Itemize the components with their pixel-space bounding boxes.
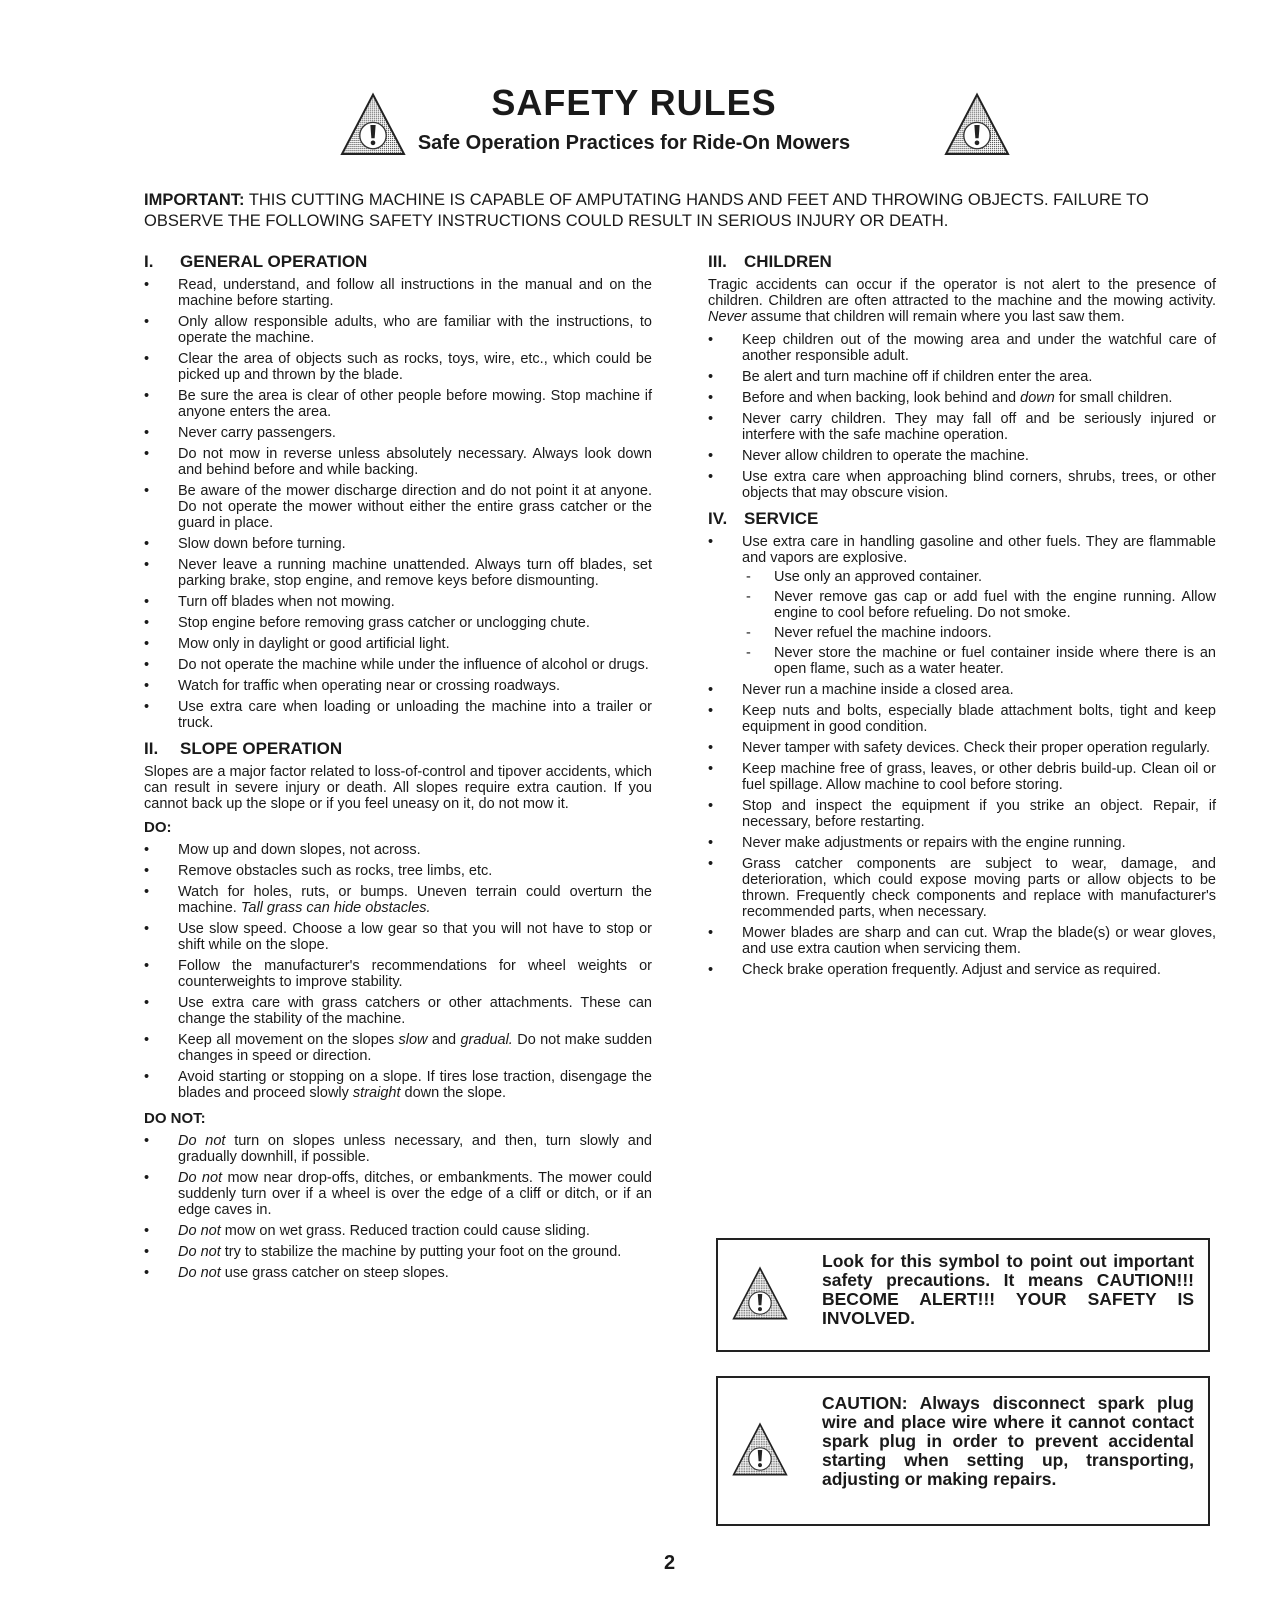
- slope-intro: Slopes are a major factor related to loss-of-control and tipover accidents, which can result in severe injury or death. All slopes require extra caution. If you cannot back up the slope or if you feel uneasy on it, do not mow it.: [144, 764, 652, 812]
- list-item: • Never tamper with safety devices. Check their proper operation regularly.: [708, 740, 1216, 756]
- do-list: [144, 842, 652, 1101]
- service-list: [708, 534, 1216, 978]
- warning-triangle-icon: [732, 1422, 788, 1478]
- do-label: DO:: [144, 819, 172, 836]
- do-not-label: DO NOT:: [144, 1110, 206, 1127]
- list-item: • Do not turn on slopes unless necessary, and then, turn slowly and gradually downhill, if possible.: [144, 1133, 652, 1165]
- list-item: • Keep nuts and bolts, especially blade attachment bolts, tight and keep equipment in good condition.: [708, 703, 1216, 735]
- sub-list-item: - Never refuel the machine indoors.: [742, 625, 1216, 641]
- right-column: [708, 254, 1216, 988]
- list-item: • Read, understand, and follow all instructions in the manual and on the machine before starting.: [144, 277, 652, 309]
- list-item: • Keep all movement on the slopes slow and gradual. Do not make sudden changes in speed or direction.: [144, 1032, 652, 1064]
- children-list: [708, 332, 1216, 501]
- safety-symbol-box: [716, 1238, 1210, 1352]
- list-item: • Watch for traffic when operating near or crossing roadways.: [144, 678, 652, 694]
- page-subtitle: Safe Operation Practices for Ride-On Mowers: [417, 132, 851, 154]
- list-item: • Use extra care with grass catchers or other attachments. These can change the stability of the machine.: [144, 995, 652, 1027]
- fuel-sub-list: [742, 569, 1216, 677]
- list-item: • Watch for holes, ruts, or bumps. Uneven terrain could overturn the machine. Tall grass can hide obstacles.: [144, 884, 652, 916]
- list-item: • Keep children out of the mowing area and under the watchful care of another responsible adult.: [708, 332, 1216, 364]
- section-heading: [144, 741, 652, 757]
- safety-symbol-text: Look for this symbol to point out important safety precautions. It means CAUTION!!! BECOME ALERT!!! YOUR SAFETY IS INVOLVED.: [822, 1251, 1194, 1328]
- list-item: • Never make adjustments or repairs with the engine running.: [708, 835, 1216, 851]
- list-item: • Clear the area of objects such as rocks, toys, wire, etc., which could be picked up and thrown by the blade.: [144, 351, 652, 383]
- page-number: 2: [664, 1552, 676, 1574]
- list-item: • Slow down before turning.: [144, 536, 652, 552]
- list-item: • Mow only in daylight or good artificial light.: [144, 636, 652, 652]
- section-title: SLOPE OPERATION: [180, 739, 343, 758]
- caution-box: [716, 1376, 1210, 1526]
- list-item: • Do not mow in reverse unless absolutely necessary. Always look down and behind before and while backing.: [144, 446, 652, 478]
- important-label: IMPORTANT:: [144, 191, 245, 209]
- list-item: • Do not mow on wet grass. Reduced traction could cause sliding.: [144, 1223, 652, 1239]
- children-intro: Tragic accidents can occur if the operator is not alert to the presence of children. Children are often attracted to the machine and the mowing activity. Never assume that children will remain where you last saw them.: [708, 277, 1216, 325]
- list-item: • Use extra care when approaching blind corners, shrubs, trees, or other objects that may obscure vision.: [708, 469, 1216, 501]
- list-item: • Remove obstacles such as rocks, tree limbs, etc.: [144, 863, 652, 879]
- section-heading: [708, 511, 1216, 527]
- list-item: • Mower blades are sharp and can cut. Wrap the blade(s) or wear gloves, and use extra caution when servicing them.: [708, 925, 1216, 957]
- section-title: CHILDREN: [744, 252, 832, 271]
- general-operation-list: [144, 277, 652, 731]
- list-item: • Never carry children. They may fall off and be seriously injured or interfere with the safe machine operation.: [708, 411, 1216, 443]
- warning-triangle-icon: [732, 1266, 788, 1322]
- list-item: • Stop and inspect the equipment if you strike an object. Repair, if necessary, before restarting.: [708, 798, 1216, 830]
- sub-list-item: - Never store the machine or fuel container inside where there is an open flame, such as a water heater.: [742, 645, 1216, 677]
- list-item: • Turn off blades when not mowing.: [144, 594, 652, 610]
- sub-list-item: - Use only an approved container.: [742, 569, 1216, 585]
- list-item: • Be aware of the mower discharge direction and do not point it at anyone. Do not operate the mower without either the entire grass catcher or the guard in place.: [144, 483, 652, 531]
- list-item: • Use extra care when loading or unloading the machine into a trailer or truck.: [144, 699, 652, 731]
- section-number: I.: [144, 252, 154, 271]
- list-item: • Never leave a running machine unattended. Always turn off blades, set parking brake, stop engine, and remove keys before dismounting.: [144, 557, 652, 589]
- list-item: • Use extra care in handling gasoline and other fuels. They are flammable and vapors are explosive. - Use only an approved container. - Never remove gas cap or add fuel with the engine running. Allow engine to cool before refueling. Do not smoke. - Never refuel the machine indoors. - Never store the machine or fuel container inside where there is an open flame, such as a water heater.: [708, 534, 1216, 677]
- list-item: • Keep machine free of grass, leaves, or other debris build-up. Clean oil or fuel spillage. Allow machine to cool before storing.: [708, 761, 1216, 793]
- important-notice: [144, 190, 1224, 232]
- list-item: • Be sure the area is clear of other people before mowing. Stop machine if anyone enters the area.: [144, 388, 652, 420]
- page-header: [0, 82, 1268, 182]
- list-item: • Use slow speed. Choose a low gear so that you will not have to stop or shift while on the slope.: [144, 921, 652, 953]
- list-item: • Never allow children to operate the machine.: [708, 448, 1216, 464]
- list-item: • Do not use grass catcher on steep slopes.: [144, 1265, 652, 1281]
- warning-triangle-icon: [944, 92, 1010, 158]
- list-item: • Never carry passengers.: [144, 425, 652, 441]
- section-number: III.: [708, 252, 727, 271]
- list-item: • Stop engine before removing grass catcher or unclogging chute.: [144, 615, 652, 631]
- do-not-list: [144, 1133, 652, 1281]
- list-item: • Follow the manufacturer's recommendations for wheel weights or counterweights to improve stability.: [144, 958, 652, 990]
- important-text: THIS CUTTING MACHINE IS CAPABLE OF AMPUTATING HANDS AND FEET AND THROWING OBJECTS. FAILURE TO OBSERVE THE FOLLOWING SAFETY INSTRUCTIONS COULD RESULT IN SERIOUS INJURY OR DEATH.: [144, 191, 1149, 230]
- section-title: SERVICE: [744, 509, 819, 528]
- list-item: • Be alert and turn machine off if children enter the area.: [708, 369, 1216, 385]
- list-item: • Only allow responsible adults, who are familiar with the instructions, to operate the machine.: [144, 314, 652, 346]
- left-column: [144, 254, 652, 1291]
- list-item: • Do not try to stabilize the machine by putting your foot on the ground.: [144, 1244, 652, 1260]
- caution-text: CAUTION: Always disconnect spark plug wire and place wire where it cannot contact spark plug in order to prevent accidental starting when setting up, transporting, adjusting or making repairs.: [822, 1393, 1194, 1489]
- list-item: • Mow up and down slopes, not across.: [144, 842, 652, 858]
- section-title: GENERAL OPERATION: [180, 252, 368, 271]
- page-title: SAFETY RULES: [491, 82, 777, 123]
- sub-list-item: - Never remove gas cap or add fuel with the engine running. Allow engine to cool before refueling. Do not smoke.: [742, 589, 1216, 621]
- section-heading: [144, 254, 652, 270]
- list-item: • Do not operate the machine while under the influence of alcohol or drugs.: [144, 657, 652, 673]
- section-number: II.: [144, 739, 159, 758]
- list-item: • Do not mow near drop-offs, ditches, or embankments. The mower could suddenly turn over if a wheel is over the edge of a cliff or ditch, or if an edge caves in.: [144, 1170, 652, 1218]
- list-item: • Before and when backing, look behind and down for small children.: [708, 390, 1216, 406]
- list-item: • Avoid starting or stopping on a slope. If tires lose traction, disengage the blades and proceed slowly straight down the slope.: [144, 1069, 652, 1101]
- section-number: IV.: [708, 509, 728, 528]
- list-item: • Grass catcher components are subject to wear, damage, and deterioration, which could expose moving parts or allow objects to be thrown. Frequently check components and replace with manufacturer's recommended parts, when necessary.: [708, 856, 1216, 920]
- list-item: • Never run a machine inside a closed area.: [708, 682, 1216, 698]
- list-item: • Check brake operation frequently. Adjust and service as required.: [708, 962, 1216, 978]
- section-heading: [708, 254, 1216, 270]
